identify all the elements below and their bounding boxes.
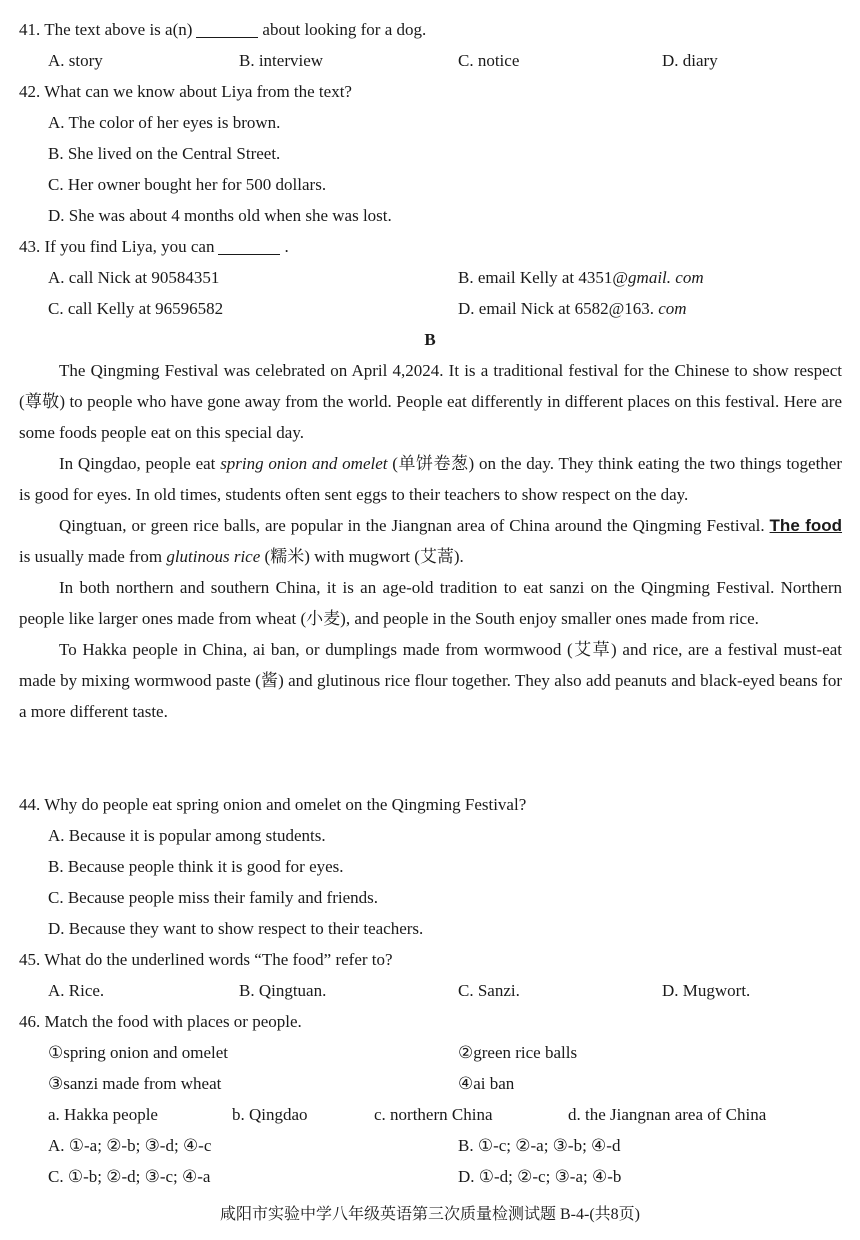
option-41-c: C. notice [458, 51, 520, 70]
question-44-stem: 44. Why do people eat spring onion and omelet on the Qingming Festival? [19, 795, 527, 814]
option-44-c: C. Because people miss their family and friends. [48, 888, 378, 907]
question-42-stem: 42. What can we know about Liya from the text? [19, 82, 352, 101]
option-43-b-domain: gmail. com [628, 268, 704, 287]
passage-paragraph-1: The Qingming Festival was celebrated on April 4,2024. It is a traditional festival for the Chinese to show respect (尊敬) to people who have gone away from the world. People eat differently in different places on this festival. Here are some foods people eat on this special day. [19, 361, 842, 442]
option-43-d-text: D. email Nick at 6582@163. [458, 299, 655, 318]
option-42-c: C. Her owner bought her for 500 dollars. [48, 175, 327, 194]
option-46-c: C. ①-b; ②-d; ③-c; ④-a [48, 1167, 211, 1186]
term-spring-onion-omelet: spring onion and omelet [220, 454, 388, 473]
question-45-stem: 45. What do the underlined words “The food” refer to? [19, 950, 393, 969]
section-heading-b: B [424, 330, 436, 349]
option-43-c: C. call Kelly at 96596582 [48, 299, 224, 318]
underlined-words: The food [769, 516, 843, 535]
place-item-d: d. the Jiangnan area of China [568, 1105, 767, 1124]
answer-blank [218, 236, 280, 255]
paragraph-2-text-b: (单饼卷葱) on the day. They think eating the two things together is good for eyes. In old times, students often sent eggs to their teachers to show respect on the day. [19, 454, 843, 504]
question-43-stem-end: . [284, 237, 289, 256]
passage-b [19, 355, 842, 727]
option-44-a: A. Because it is popular among students. [48, 826, 326, 845]
question-41-stem-start: 41. The text above is a(n) [19, 20, 193, 39]
option-45-d: D. Mugwort. [662, 981, 751, 1000]
question-43-stem-start: 43. If you find Liya, you can [19, 237, 215, 256]
question-43-stem [19, 231, 289, 262]
question-41-stem [19, 14, 426, 45]
option-43-a: A. call Nick at 90584351 [48, 268, 220, 287]
option-43-b [458, 262, 704, 293]
option-43-d-domain: com [658, 299, 687, 318]
food-item-3: ③sanzi made from wheat [48, 1074, 222, 1093]
option-44-b: B. Because people think it is good for eyes. [48, 857, 344, 876]
option-43-d [458, 293, 687, 324]
question-46-stem: 46. Match the food with places or people. [19, 1012, 302, 1031]
paragraph-2-text-a: In Qingdao, people eat [59, 454, 216, 473]
option-44-d: D. Because they want to show respect to their teachers. [48, 919, 424, 938]
paragraph-3-text-a: Qingtuan, or green rice balls, are popular in the Jiangnan area of China around the Qingming Festival. [59, 516, 765, 535]
option-45-b: B. Qingtuan. [239, 981, 327, 1000]
option-42-b: B. She lived on the Central Street. [48, 144, 281, 163]
food-item-1: ①spring onion and omelet [48, 1043, 229, 1062]
option-41-a: A. story [48, 51, 103, 70]
food-item-4: ④ai ban [458, 1074, 515, 1093]
option-41-b: B. interview [239, 51, 324, 70]
place-item-a: a. Hakka people [48, 1105, 158, 1124]
option-41-d: D. diary [662, 51, 718, 70]
food-item-2: ②green rice balls [458, 1043, 578, 1062]
place-item-c: c. northern China [374, 1105, 493, 1124]
option-46-a: A. ①-a; ②-b; ③-d; ④-c [48, 1136, 212, 1155]
option-46-b: B. ①-c; ②-a; ③-b; ④-d [458, 1136, 621, 1155]
place-item-b: b. Qingdao [232, 1105, 308, 1124]
page-footer: 咸阳市实验中学八年级英语第三次质量检测试题 B-4-(共8页) [220, 1206, 640, 1223]
question-41-stem-end: about looking for a dog. [262, 20, 427, 39]
option-46-d: D. ①-d; ②-c; ③-a; ④-b [458, 1167, 622, 1186]
option-42-d: D. She was about 4 months old when she was lost. [48, 206, 392, 225]
option-43-b-text: B. email Kelly at 4351@ [458, 268, 629, 287]
answer-blank [196, 19, 258, 38]
passage-paragraph-3 [19, 510, 842, 572]
option-42-a: A. The color of her eyes is brown. [48, 113, 281, 132]
paragraph-3-text-b: is usually made from [19, 547, 163, 566]
option-45-a: A. Rice. [48, 981, 105, 1000]
option-45-c: C. Sanzi. [458, 981, 520, 1000]
passage-paragraph-4: In both northern and southern China, it is an age-old tradition to eat sanzi on the Qingming Festival. Northern people like larger ones made from wheat (小麦), and people in the South enjoy smaller ones made from rice. [19, 578, 842, 628]
paragraph-3-text-c: (糯米) with mugwort (艾蒿). [264, 547, 464, 566]
passage-paragraph-2 [19, 448, 842, 510]
term-glutinous-rice: glutinous rice [166, 547, 261, 566]
passage-paragraph-5: To Hakka people in China, ai ban, or dumplings made from wormwood (艾草) and rice, are a festival must-eat made by mixing wormwood paste (酱) and glutinous rice flour together. They also add peanuts and black-eyed beans for a more different taste. [19, 640, 842, 721]
